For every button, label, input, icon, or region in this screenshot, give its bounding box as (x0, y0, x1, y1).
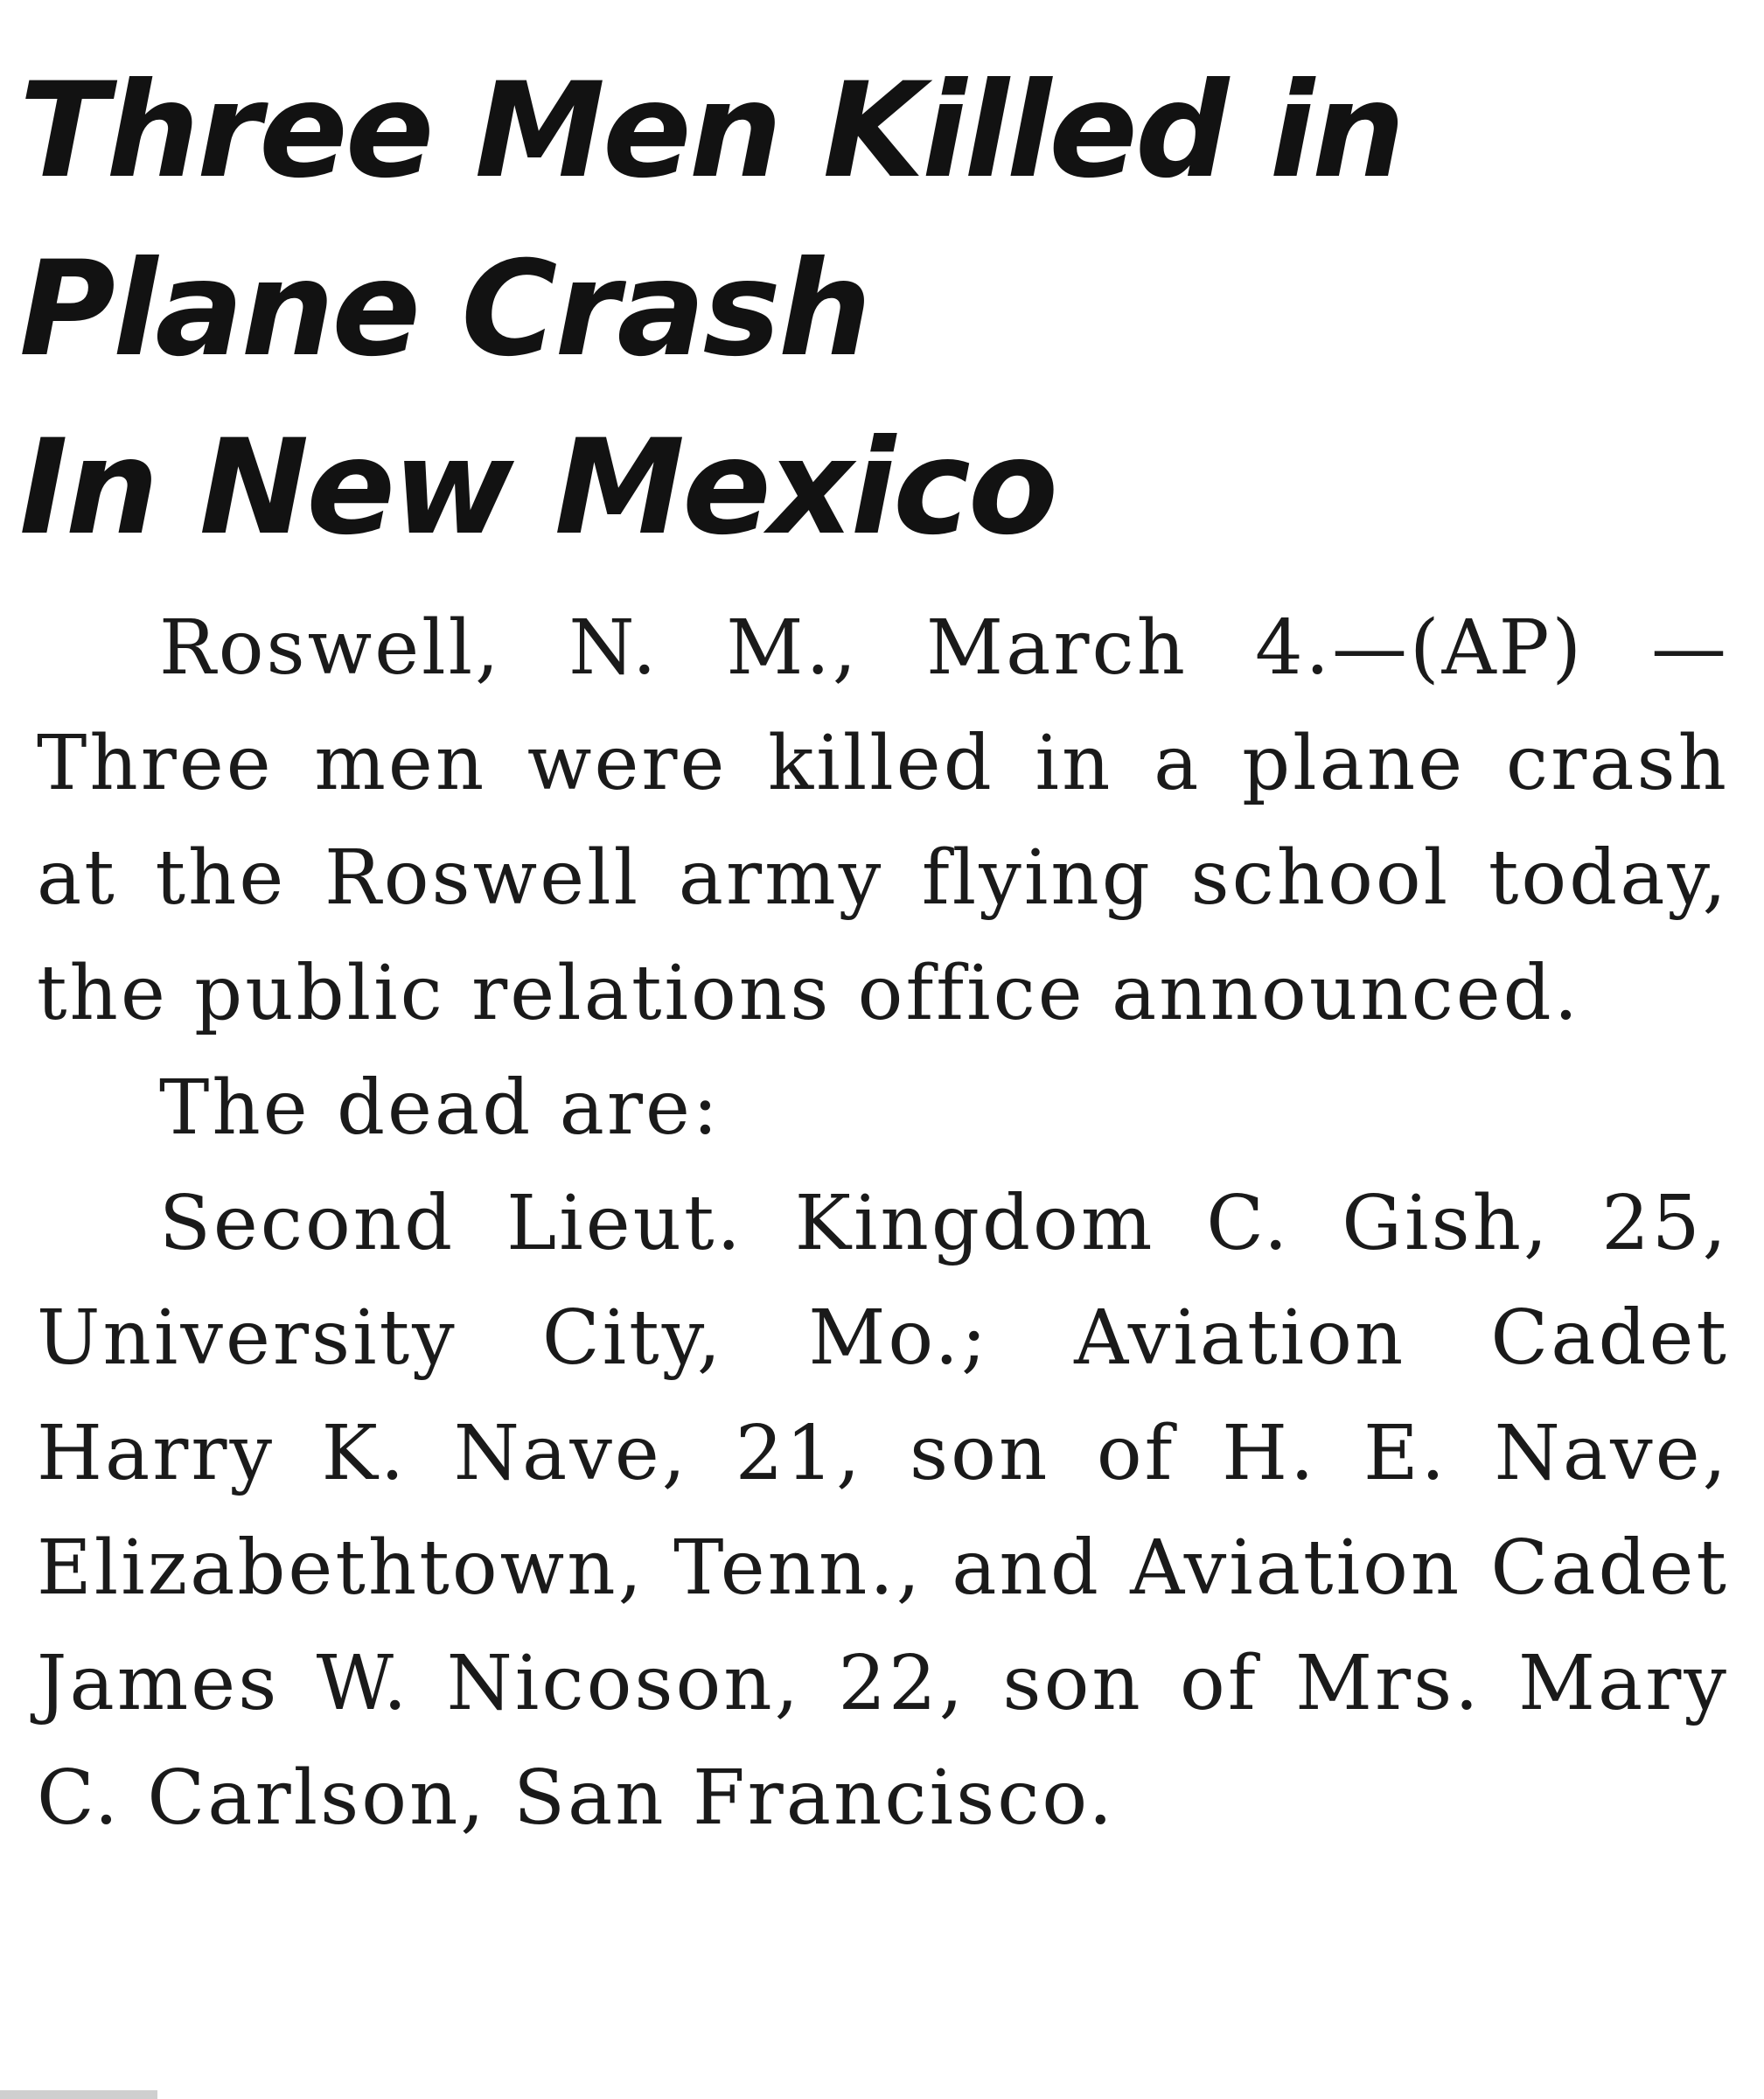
headline-line-1: Three Men Killed in (19, 55, 1403, 207)
article-paragraph-dateline: Roswell, N. M., March 4.—(AP) —Three men were killed in a plane crash at the Roswell army flying school today, the public relations office announced. (37, 604, 1729, 1037)
headline-line-3: In New Mexico (19, 412, 1056, 564)
article-headline (19, 42, 1733, 577)
column-divider (0, 2090, 157, 2099)
article-paragraph-dead-intro: The dead are: (159, 1064, 721, 1152)
headline-line-2: Plane Crash (19, 234, 869, 386)
article-paragraph-victims: Second Lieut. Kingdom C. Gish, 25, University City, Mo.; Aviation Cadet Harry K. Nave, 21, son of H. E. Nave, Elizabethtown, Tenn., and Aviation Cadet James W. Nicoson, 22, son of Mrs. Mary C. Carlson, San Francisco. (37, 1179, 1729, 1842)
article-body (37, 591, 1729, 1857)
